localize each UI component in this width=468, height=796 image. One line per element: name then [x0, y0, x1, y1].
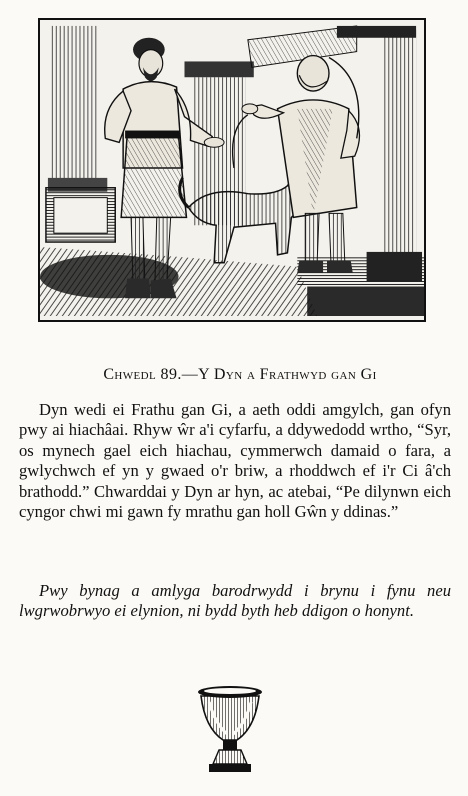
fable-title: Chwedl 89.—Y Dyn a Frathwyd gan Gi [103, 366, 377, 383]
woodcut-illustration [38, 18, 426, 322]
urn-ornament-icon [195, 684, 265, 778]
fable-moral: Pwy bynag a amlyga barodrwydd i brynu i fynu neu lwgrwobrwyo ei elynion, ni bydd byth heb ddigon o honynt. [19, 581, 451, 621]
fable-body: Dyn wedi ei Frathu gan Gi, a aeth oddi amgylch, gan ofyn pwy ai hiachâai. Rhyw ŵr a'i cyfarfu, a ddywedodd wrtho, “Syr, os mynech gael eich hiachau, cymmerwch damaid o fara, a gwlychwch ef yn y gwaed o'r briw, a rhoddwch ef i'r Ci â'ch brathodd.” Chwarddai y Dyn ar hyn, ac atebai, “Pe dilynwn eich cyngor chwi mi gawn fy mrathu gan holl Gŵn y ddinas.” [19, 400, 451, 522]
man-and-dog-scene-icon [40, 20, 424, 320]
